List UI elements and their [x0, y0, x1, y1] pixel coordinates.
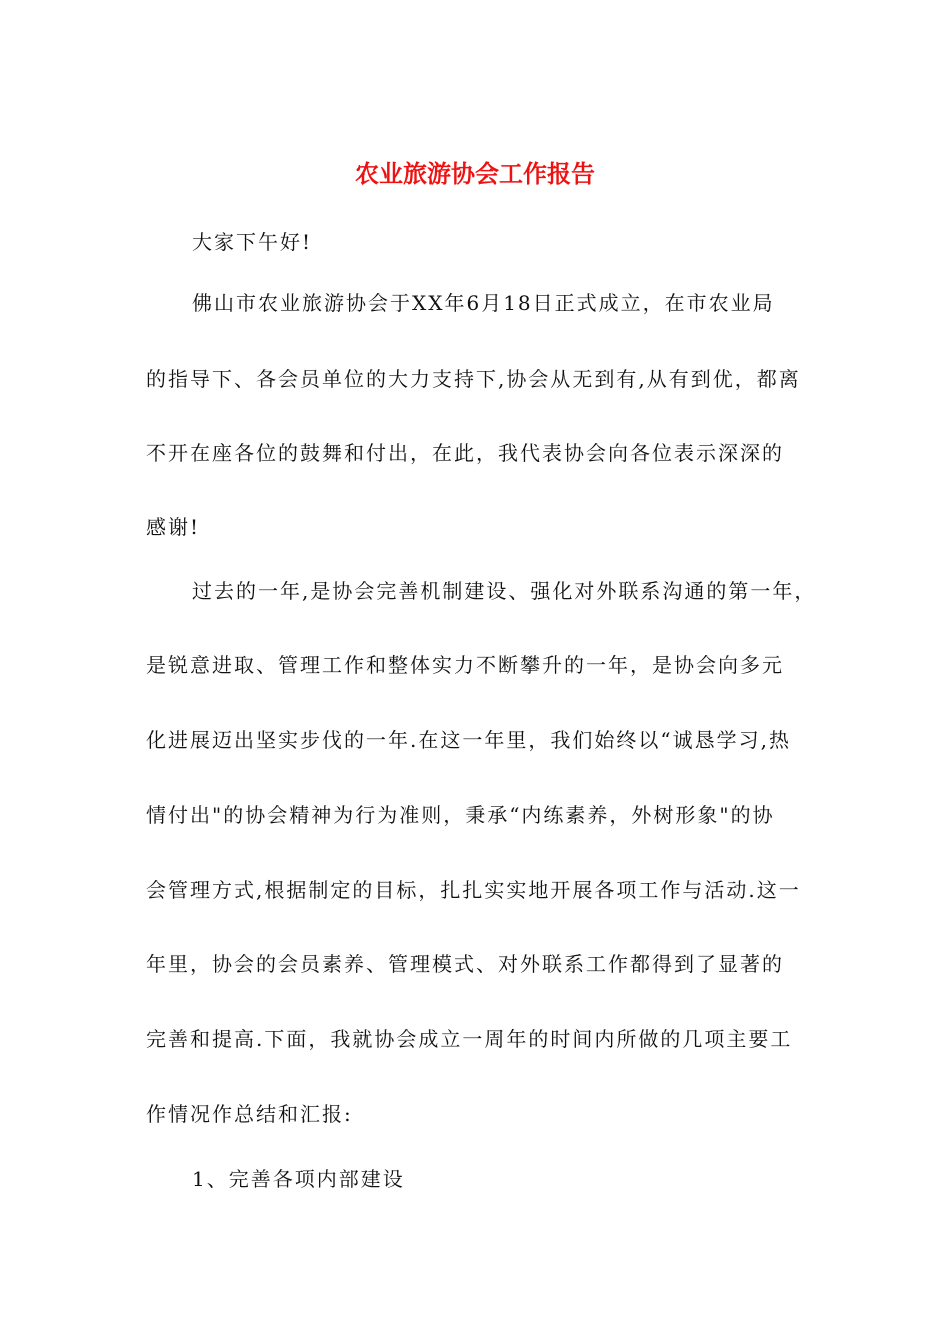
paragraph-line: 情付出"的协会精神为行为准则，秉承“内练素养，外树形象"的协 — [146, 803, 775, 827]
greeting-line: 大家下午好! — [192, 230, 313, 254]
paragraph-line: 佛山市农业旅游协会于XX年6月18日正式成立，在市农业局 — [192, 291, 775, 315]
paragraph-line: 不开在座各位的鼓舞和付出，在此，我代表协会向各位表示深深的 — [146, 441, 784, 465]
section-heading: 1、完善各项内部建设 — [192, 1167, 405, 1191]
document-title: 农业旅游协会工作报告 — [355, 159, 595, 188]
paragraph-line: 感谢! — [146, 515, 201, 539]
paragraph-line: 年里，协会的会员素养、管理模式、对外联系工作都得到了显著的 — [146, 952, 784, 976]
paragraph-line: 会管理方式,根据制定的目标，扎扎实实地开展各项工作与活动.这一 — [146, 878, 801, 902]
paragraph-line: 作情况作总结和汇报: — [146, 1102, 353, 1126]
paragraph-line: 化进展迈出坚实步伐的一年.在这一年里，我们始终以“诚恳学习,热 — [146, 728, 791, 752]
paragraph-line: 的指导下、各会员单位的大力支持下,协会从无到有,从有到优，都离 — [146, 367, 801, 391]
paragraph-line: 过去的一年,是协会完善机制建设、强化对外联系沟通的第一年， — [192, 579, 817, 603]
paragraph-line: 完善和提高.下面，我就协会成立一周年的时间内所做的几项主要工 — [146, 1027, 793, 1051]
paragraph-line: 是锐意进取、管理工作和整体实力不断攀升的一年，是协会向多元 — [146, 653, 784, 677]
